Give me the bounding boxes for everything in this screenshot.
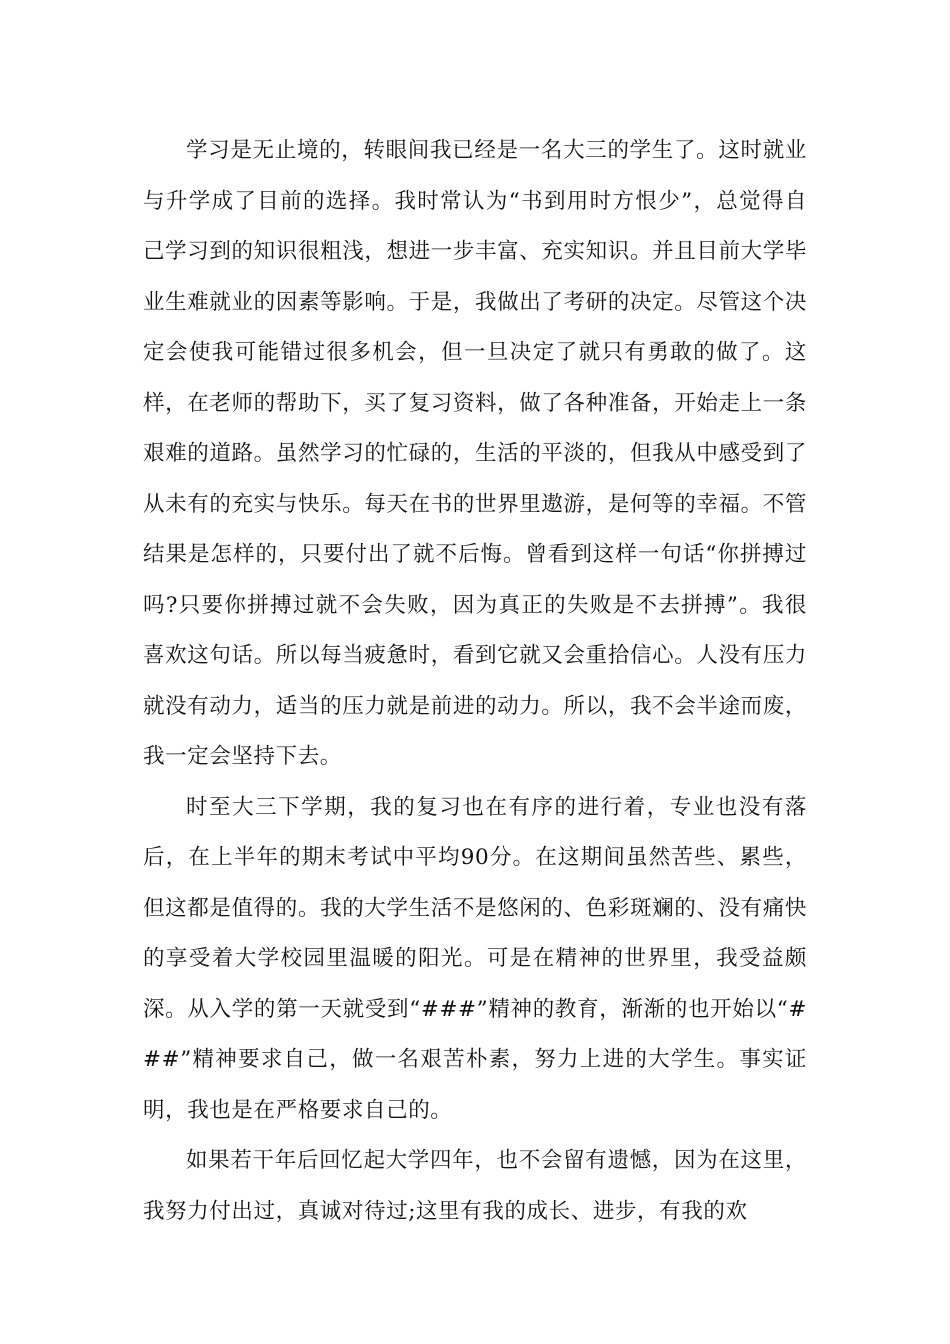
document-body xyxy=(143,126,807,1237)
paragraph-1: 学习是无止境的，转眼间我已经是一名大三的学生了。这时就业与升学成了目前的选择。我时常认为“书到用时方恨少”，总觉得自己学习到的知识很粗浅，想进一步丰富、充实知识。并且目前大学毕业生难就业的因素等影响。于是，我做出了考研的决定。尽管这个决定会使我可能错过很多机会，但一旦决定了就只有勇敢的做了。这样，在老师的帮助下，买了复习资料，做了各种准备，开始走上一条艰难的道路。虽然学习的忙碌的，生活的平淡的，但我从中感受到了从未有的充实与快乐。每天在书的世界里遨游，是何等的幸福。不管结果是怎样的，只要付出了就不后悔。曾看到这样一句话“你拼搏过吗?只要你拼搏过就不会失败，因为真正的失败是不去拼搏”。我很喜欢这句话。所以每当疲惫时，看到它就又会重拾信心。人没有压力就没有动力，适当的压力就是前进的动力。所以，我不会半途而废，我一定会坚持下去。 xyxy=(143,138,807,769)
paragraph-3: 如果若干年后回忆起大学四年，也不会留有遗憾，因为在这里，我努力付出过，真诚对待过;这里有我的成长、进步，有我的欢 xyxy=(143,1148,807,1224)
paragraph-2: 时至大三下学期，我的复习也在有序的进行着，专业也没有落后，在上半年的期末考试中平均90分。在这期间虽然苦些、累些，但这都是值得的。我的大学生活不是悠闲的、色彩斑斓的、没有痛快的享受着大学校园里温暖的阳光。可是在精神的世界里，我受益颇深。从入学的第一天就受到“###”精神的教育，渐渐的也开始以“###”精神要求自己，做一名艰苦朴素，努力上进的大学生。事实证明，我也是在严格要求自己的。 xyxy=(143,794,807,1123)
